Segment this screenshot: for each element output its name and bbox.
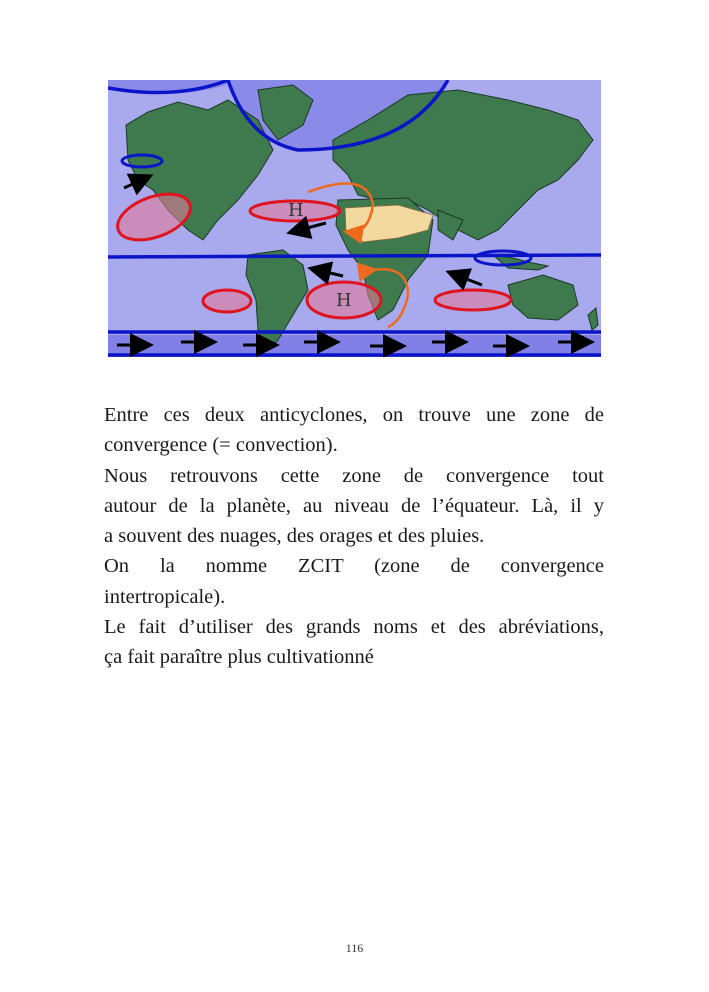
text-line: a souvent des nuages, des orages et des pluies.	[104, 525, 485, 548]
text-line: Nous retrouvons cette zone de convergence tout	[104, 464, 604, 487]
text-line: ça fait paraître plus cultivationné	[104, 646, 374, 669]
high-pacific-south	[203, 290, 251, 312]
body-text	[104, 400, 604, 673]
text-line: intertropicale).	[104, 585, 226, 608]
paragraph-anticyclones	[104, 400, 604, 461]
text-line: On la nomme ZCIT (zone de convergence	[104, 555, 604, 578]
text-line: Entre ces deux anticyclones, on trouve une zone de	[104, 404, 604, 426]
world-pressure-map	[108, 80, 601, 357]
high-indian-ocean	[435, 290, 511, 310]
paragraph-abbreviations	[104, 612, 604, 673]
page-number: 116	[345, 941, 364, 955]
paragraph-zcit	[104, 551, 604, 612]
text-line: Le fait d’utiliser des grands noms et des abréviations,	[104, 616, 604, 639]
climate-map-figure	[108, 80, 601, 357]
paragraph-convergence-zone	[104, 461, 604, 552]
text-line: autour de la planète, au niveau de l’équateur. Là, il y	[104, 494, 604, 517]
high-label-south: H	[336, 290, 352, 311]
high-label-north: H	[288, 200, 304, 221]
text-line: convergence (= convection).	[104, 434, 338, 457]
